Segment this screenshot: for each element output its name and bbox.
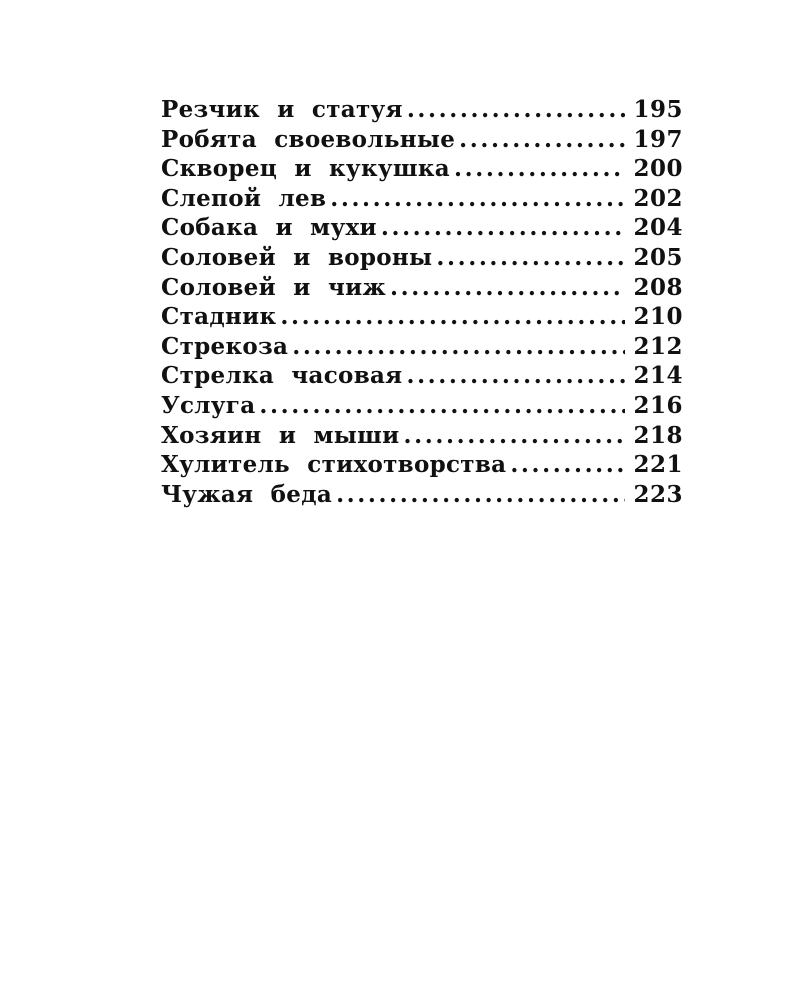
toc-entry[interactable] [161, 96, 683, 126]
entry-title: Резчик и статуя [161, 96, 403, 123]
page-number: 197 [633, 125, 683, 153]
leader-dots [292, 333, 625, 360]
entry-title: Соловей и чиж [161, 273, 386, 301]
leader-dots [390, 274, 626, 301]
leader-dots [381, 214, 626, 241]
entry-title: Стрекоза [161, 332, 289, 360]
page-number: 200 [633, 155, 683, 183]
leader-dots [336, 481, 625, 508]
entry-title: Робята своевольные [161, 125, 456, 153]
page-number: 221 [633, 451, 683, 479]
toc-entry[interactable] [161, 362, 683, 392]
page-number: 202 [633, 184, 683, 212]
leader-dots [330, 185, 625, 212]
toc-entry[interactable] [161, 274, 683, 304]
leader-dots [407, 96, 626, 123]
leader-dots [459, 126, 625, 153]
leader-dots [436, 244, 625, 271]
toc-entry[interactable] [161, 451, 683, 481]
toc-entry[interactable] [161, 392, 683, 422]
page-number: 210 [633, 303, 683, 331]
toc-entry[interactable] [161, 185, 683, 215]
leader-dots [454, 155, 625, 182]
toc-entry[interactable] [161, 244, 683, 274]
leader-dots [259, 392, 625, 419]
entry-title: Услуга [161, 391, 256, 419]
entry-title: Стрелка часовая [161, 362, 403, 390]
toc-entry[interactable] [161, 214, 683, 244]
leader-dots [406, 362, 625, 389]
toc-entry[interactable] [161, 155, 683, 185]
page-number: 223 [633, 480, 683, 508]
toc-entry[interactable] [161, 333, 683, 363]
entry-title: Скворец и кукушка [161, 155, 451, 183]
entry-title: Собака и мухи [161, 214, 377, 242]
page-number: 214 [633, 362, 683, 390]
page-number: 216 [633, 391, 683, 419]
entry-title: Соловей и вороны [161, 243, 433, 271]
page-number: 205 [633, 243, 683, 271]
toc-entry[interactable] [161, 126, 683, 156]
table-of-contents [161, 96, 683, 510]
leader-dots [404, 422, 626, 449]
entry-title: Чужая беда [161, 480, 333, 508]
entry-title: Хулитель стихотворства [161, 451, 507, 479]
entry-title: Стадник [161, 303, 277, 331]
page-number: 195 [633, 96, 683, 123]
toc-entry[interactable] [161, 422, 683, 452]
page-number: 208 [633, 273, 683, 301]
toc-entry[interactable] [161, 481, 683, 511]
entry-title: Слепой лев [161, 184, 327, 212]
page-number: 212 [633, 332, 683, 360]
toc-entry[interactable] [161, 303, 683, 333]
page-number: 204 [633, 214, 683, 242]
leader-dots [280, 303, 625, 330]
entry-title: Хозяин и мыши [161, 421, 400, 449]
page-number: 218 [633, 421, 683, 449]
leader-dots [510, 451, 625, 478]
